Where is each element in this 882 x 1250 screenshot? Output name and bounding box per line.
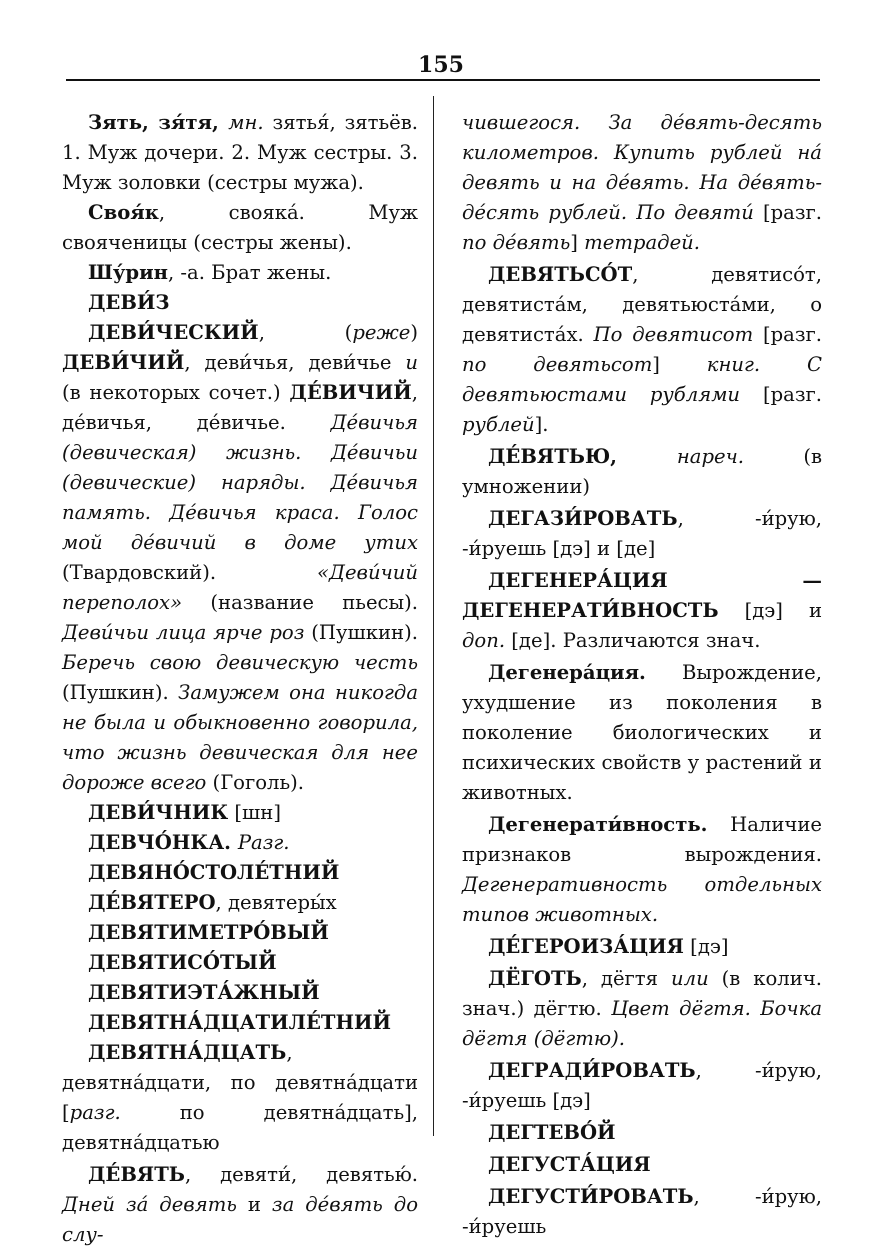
italic-text: разг. [69,1101,121,1124]
entry-text: зятья́, зятьёв. 1. Муж дочери. 2. Муж сестры. 3. Муж золовки (сестры мужа). [62,111,418,194]
entry-text: (Гоголь). [206,771,305,794]
dictionary-entry-devyatero [62,888,418,918]
header-rule [66,79,820,81]
headword: ДЕВЯТЬСО́Т [488,263,633,286]
headword: ДЕГРАДИ́РОВАТЬ [488,1059,696,1082]
headword: ДЕВЯТИЭТА́ЖНЫЙ [88,981,320,1004]
entry-text: , ( [258,321,353,344]
dictionary-entry-degradirovat [462,1056,822,1116]
entry-text: , девятеры́х [215,891,337,914]
headword: ДЕВЯТИМЕТРО́ВЫЙ [88,921,329,944]
dictionary-entry-devicheskiy [62,318,418,798]
right-column [462,108,822,1244]
entry-text: по девятна́дцать], девятна́дцатью [62,1101,418,1154]
entry-text: [дэ] [683,935,729,958]
dictionary-entry-devyatnadtsatiletniy [62,1008,418,1038]
italic-text: реже [352,321,411,344]
headword: Шу́рин [88,261,168,284]
italic-text: мн. [228,111,264,134]
headword: ДЕВИ́ЧЕСКИЙ [88,321,259,344]
entry-text: ]. [534,413,549,436]
entry-text: Вырождение, ухудшение из поколения в поколение биологических и психических свойств у растений и животных. [462,661,822,804]
italic-text: или [670,967,709,990]
headword: ДЕГТЕВО́Й [488,1121,616,1144]
entry-text: [разг. [753,323,823,346]
headword: ДЁГОТЬ [488,967,582,990]
entry-text: (Пушкин). [304,621,418,644]
headword: ДЕВЯТНА́ДЦАТИЛЕ́ТНИЙ [88,1011,392,1034]
headword: Дегенера́ция. [488,661,646,684]
headword: ДЕ́ВИЧИЙ [289,381,412,404]
left-column [62,108,418,1250]
headword: ДЕВИ́ЧНИК [88,801,229,824]
entry-text: , -а. Брат жены. [167,261,332,284]
italic-text: рублей [462,413,535,436]
entry-text: , девятисо́т, девятиста́м, девятьюста́ми, о девятиста́х. [462,263,822,346]
italic-text: за де́вять до слу- [62,1193,418,1246]
headword: ДЕВЯНО́СТОЛЕ́ТНИЙ [88,861,340,884]
headword: ДЕ́ВЯТЬЮ, [488,445,677,468]
italic-text: по девятьсот [462,353,653,376]
page-number: 155 [418,52,464,78]
entry-text: [де]. Различаются знач. [505,629,761,652]
entry-text: , свояка́. Муж свояченицы (сестры жены). [62,201,418,254]
italic-text: Замужем она никогда не была и обыкновенно говорила, что жизнь девическая для нее дороже всего [62,681,418,794]
dictionary-entry-degtevoy [462,1118,822,1148]
italic-text: Дней за́ девять [62,1193,237,1216]
dictionary-entry-degot [462,964,822,1054]
dictionary-entry-devyatietazhniy [62,978,418,1008]
headword: Дегенерати́вность. [488,813,708,836]
entry-text: [шн] [228,801,281,824]
italic-text: «Деви́чий переполох» [62,561,418,614]
column-divider [433,96,434,1136]
headword: Своя́к [88,201,159,224]
dictionary-entry-devyatnadtsat [62,1038,418,1158]
dictionary-entry-degustirovat [462,1182,822,1242]
headword: ДЕ́ГЕРОИЗА́ЦИЯ [488,935,684,958]
italic-text: Деви́чьи лица ярче роз [62,621,305,644]
entry-text: (в умножении) [462,445,822,498]
entry-text: ] [570,231,585,254]
italic-text: нареч. [676,445,745,468]
entry-text: , де́вичья, де́вичье. [62,381,418,434]
headword: ДЕГУСТА́ЦИЯ [488,1153,651,1176]
headword: ДЕ́ВЯТЬ [88,1163,185,1186]
dictionary-entry-degeneratsiya-def [462,658,822,808]
dictionary-entry-degustatsiya [462,1150,822,1180]
dictionary-entry-zyat [62,108,418,198]
entry-text: , -и́рую, -и́руешь [462,1185,822,1238]
headword: ДЕГЕНЕРА́ЦИЯ — ДЕГЕНЕРАТИ́ВНОСТЬ [462,569,822,622]
entry-text: и [236,1193,272,1216]
dictionary-entry-degenerativnost-def [462,810,822,930]
italic-text: По девятисот [593,323,754,346]
entry-text: , -и́рую, -и́руешь [дэ] [462,1059,822,1112]
italic-text: Де́вичья (девическая) жизнь. Де́вичьи (девические) наряды. Де́вичья память. Де́вичья краса. Голос мой де́вичий в доме утих [62,411,418,554]
dictionary-entry-degeneratsiya [462,566,822,656]
headword: ДЕГУСТИ́РОВАТЬ [488,1185,694,1208]
headword: ДЕВЯТНА́ДЦАТЬ [88,1041,287,1064]
italic-text: доп. [462,629,506,652]
headword: ДЕВЯТИСО́ТЫЙ [88,951,277,974]
entry-text: [разг. [753,201,822,224]
entry-text: , девятна́дцати, по девятна́дцати [ [62,1041,418,1124]
entry-text: [дэ] и [718,599,822,622]
entry-text: ] [652,353,707,376]
entry-text: (название пьесы). [182,591,418,614]
entry-text: (в некоторых сочет.) [62,381,290,404]
headword: ДЕВИ́ЧИЙ [62,351,185,374]
entry-text: , дёгтя [581,967,671,990]
italic-text: по де́вять [462,231,571,254]
italic-text: и [405,351,418,374]
italic-text: книг. С девятьюстами рублями [462,353,823,406]
entry-text: (Пушкин). [62,681,179,704]
entry-text: , девяти́, девятью́. [184,1163,418,1186]
headword: ДЕГАЗИ́РОВАТЬ [488,507,678,530]
dictionary-entry-svoyak [62,198,418,258]
dictionary-entry-devyat [62,1158,418,1250]
entry-text: (Твардовский). [62,561,318,584]
headword: ДЕ́ВЯТЕРО [88,891,216,914]
dictionary-entry-devyat-cont [462,108,822,258]
dictionary-entry-devchonka [62,828,418,858]
headword: ДЕВЧО́НКА. [88,831,238,854]
dictionary-entry-shurin [62,258,418,288]
italic-text: Дегенеративность отдельных типов животных. [462,873,822,926]
entry-text: Наличие признаков вырождения. [462,813,822,866]
dictionary-entry-degeroizatsiya [462,932,822,962]
dictionary-entry-devyatisotiy [62,948,418,978]
italic-text: тетрадей. [584,231,701,254]
dictionary-entry-deviz [62,288,418,318]
headword: Зять, зя́тя, [88,111,229,134]
dictionary-entry-devichnik [62,798,418,828]
dictionary-entry-degazirovat [462,504,822,564]
entry-text: (в колич. знач.) дёгтю. [462,967,822,1020]
dictionary-entry-devyatyu [462,442,822,502]
dictionary-entry-devyanostoletniy [62,858,418,888]
entry-text: ) [410,321,418,344]
entry-text: , -и́рую, -и́руешь [дэ] и [де] [462,507,822,560]
italic-text: Цвет дёгтя. Бочка дёгтя (дёгтю). [462,997,823,1050]
dictionary-entry-devyatsot [462,260,822,440]
dictionary-entry-devyatimetroviy [62,918,418,948]
italic-text: Разг. [237,831,290,854]
entry-text: [разг. [740,383,822,406]
italic-text: Беречь свою девическую честь [62,651,418,674]
headword: ДЕВИ́З [88,291,170,314]
italic-text: чившегося. За де́вять-десять километров. Купить рублей на́ девять и на де́вять. На де́вять-де́сять рублей. По девяти́ [462,111,822,224]
entry-text: , деви́чья, деви́чье [184,351,406,374]
